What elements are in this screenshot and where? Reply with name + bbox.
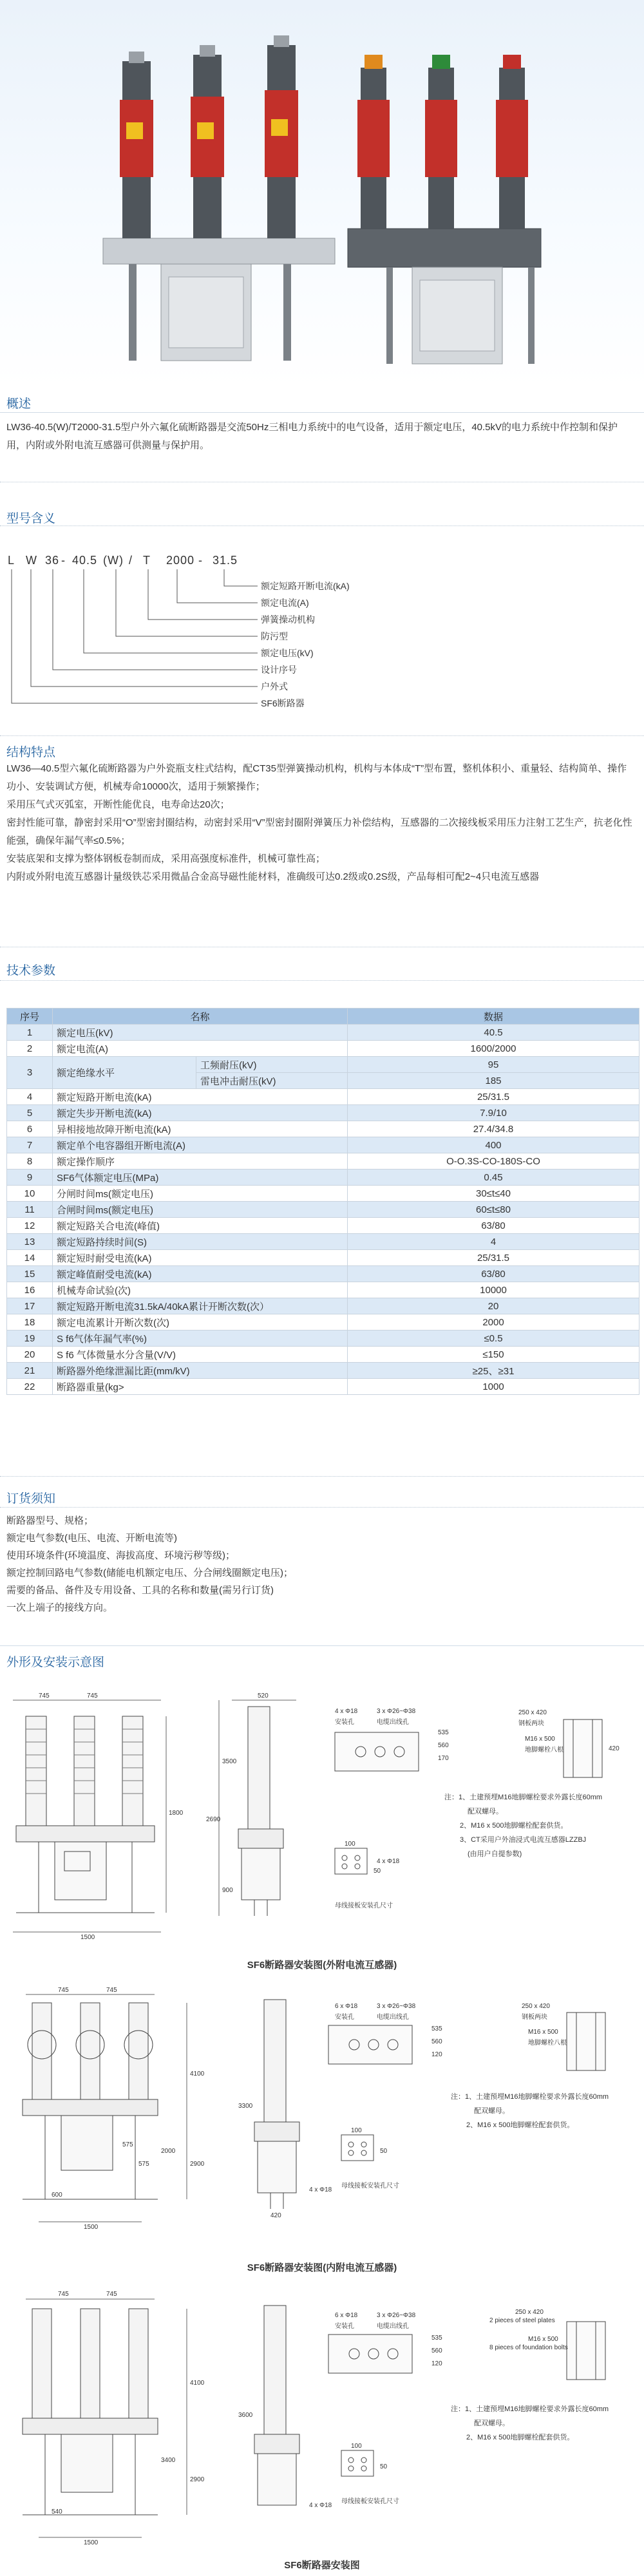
dim: 1500 <box>84 2539 99 2546</box>
spec-table <box>6 1008 639 1395</box>
dim: 2900 <box>190 2476 205 2483</box>
spec-value: 7.9/10 <box>348 1105 639 1121</box>
code-W: W <box>26 554 37 567</box>
label: 母线接板安装孔尺寸 <box>341 2498 399 2505</box>
spec-no: 15 <box>7 1266 53 1282</box>
label: 4 x Φ18 <box>335 1708 358 1715</box>
spec-name: 额定电流(A) <box>53 1041 348 1057</box>
dim: 1800 <box>169 1810 184 1817</box>
features-text <box>6 760 634 886</box>
spec-no: 3 <box>7 1057 53 1089</box>
model-label: 额定电流(A) <box>261 598 309 608</box>
label: 250 x 420 <box>515 2309 544 2316</box>
product-photo <box>0 0 644 386</box>
spec-no: 19 <box>7 1331 53 1347</box>
spec-value: 25/31.5 <box>348 1089 639 1105</box>
spec-row <box>7 1363 639 1379</box>
spec-value: 0.45 <box>348 1170 639 1186</box>
dim: 745 <box>106 2291 117 2298</box>
spec-value: ≥25、≥31 <box>348 1363 639 1379</box>
label: 50 <box>374 1868 381 1875</box>
drawing-1-caption: SF6断路器安装图(外附电流互感器) <box>247 1960 397 1971</box>
dim: 1500 <box>80 1934 95 1941</box>
spec-row <box>7 1170 639 1186</box>
spec-name: 额定电压(kV) <box>53 1025 348 1041</box>
spec-name: 额定失步开断电流(kA) <box>53 1105 348 1121</box>
dim: 3300 <box>238 2103 253 2110</box>
label: 6 x Φ18 <box>335 2003 358 2010</box>
dim: 4100 <box>190 2380 205 2387</box>
section-divider <box>0 1645 644 1646</box>
dim: 900 <box>222 1887 233 1894</box>
spec-no: 4 <box>7 1089 53 1105</box>
breaker-illustration <box>0 0 644 386</box>
code-slash: / <box>129 554 133 567</box>
spec-no: 21 <box>7 1363 53 1379</box>
spec-row <box>7 1250 639 1266</box>
spec-no: 6 <box>7 1121 53 1137</box>
spec-name: 额定单个电容器组开断电流(A) <box>53 1137 348 1153</box>
spec-no: 10 <box>7 1186 53 1202</box>
label: 安装孔 <box>335 2323 354 2330</box>
section-divider <box>0 412 644 413</box>
label: 3 x Φ26~Φ38 <box>377 2312 416 2319</box>
label: 安装孔 <box>335 2014 354 2021</box>
dim: 420 <box>270 2212 281 2219</box>
dim: 3600 <box>238 2412 253 2419</box>
spec-row <box>7 1041 639 1057</box>
drawing-notes <box>451 2090 609 2132</box>
spec-name: S f6 气体微量水分含量(V/V) <box>53 1347 348 1363</box>
code-dash: - <box>61 554 66 567</box>
label: 2 pieces of steel plates <box>489 2317 555 2324</box>
label: 电缆出线孔 <box>377 2323 409 2330</box>
code-31-5: 31.5 <box>213 554 238 567</box>
drawings-title: 外形及安装示意图 <box>6 1656 105 1669</box>
model-label: 弹簧操动机构 <box>261 614 315 625</box>
label: 3 x Φ26~Φ38 <box>377 2003 416 2010</box>
dim: 575 <box>138 2161 149 2168</box>
label: 120 <box>431 2051 442 2058</box>
overview-text: LW36-40.5(W)/T2000-31.5型户外六氟化硫断路器是交流50Hz三相电力系统中的电气设备，适用于额定电压，40.5kV的电力系统中作控制和保护用，内附或外附电流互感器可供测量与保护用。 <box>6 422 618 451</box>
ordering-line: 需要的备品、备件及专用设备、工具的名称和数量(需另行订货) <box>6 1585 274 1596</box>
label: 535 <box>431 2025 442 2032</box>
spec-value: ≤0.5 <box>348 1331 639 1347</box>
section-divider <box>0 980 644 981</box>
dim: 745 <box>87 1692 98 1700</box>
drawing-internal-ct <box>0 1987 644 2257</box>
overview-title: 概述 <box>6 397 32 411</box>
dim: 2900 <box>190 2161 205 2168</box>
spec-body <box>7 1025 639 1395</box>
code-36: 36 <box>45 554 60 567</box>
note-line: 2、M16 x 500地脚螺栓配套供货。 <box>466 2121 574 2129</box>
label: 120 <box>431 2360 442 2367</box>
dim: 4100 <box>190 2070 205 2078</box>
spec-name: 额定短路持续时间(S) <box>53 1234 348 1250</box>
spec-no: 5 <box>7 1105 53 1121</box>
spec-row <box>7 1025 639 1041</box>
spec-no: 17 <box>7 1298 53 1314</box>
spec-row <box>7 1089 639 1105</box>
spec-row <box>7 1218 639 1234</box>
label: 地脚螺栓八根 <box>528 2040 567 2047</box>
spec-subname: 雷电冲击耐压(kV) <box>196 1073 348 1089</box>
label: 电缆出线孔 <box>377 2014 409 2021</box>
model-label: 防污型 <box>261 631 288 641</box>
spec-row <box>7 1121 639 1137</box>
header-name: 名称 <box>53 1009 348 1025</box>
spec-header-row <box>7 1009 639 1025</box>
spec-no: 16 <box>7 1282 53 1298</box>
label: 100 <box>351 2127 362 2134</box>
note-line: 3、CT采用户外油浸式电流互感器LZZBJ <box>460 1836 587 1844</box>
spec-value: 27.4/34.8 <box>348 1121 639 1137</box>
spec-name: 额定短路关合电流(峰值) <box>53 1218 348 1234</box>
label: 535 <box>431 2334 442 2342</box>
spec-name: 额定短时耐受电流(kA) <box>53 1250 348 1266</box>
note-line: 注：1、土建预埋M16地脚螺栓要求外露长度60mm <box>451 2405 609 2413</box>
section-divider <box>0 735 644 736</box>
spec-no: 13 <box>7 1234 53 1250</box>
code-2000: 2000 <box>166 554 195 567</box>
spec-value: 2000 <box>348 1314 639 1331</box>
code-40-5: 40.5 <box>72 554 98 567</box>
spec-row <box>7 1202 639 1218</box>
ordering-text <box>6 1512 634 1616</box>
spec-name: 额定操作顺序 <box>53 1153 348 1170</box>
label: 母线接板安装孔尺寸 <box>341 2183 399 2190</box>
spec-value: 10000 <box>348 1282 639 1298</box>
drawing-3-caption: SF6断路器安装图 <box>284 2560 360 2571</box>
label: 50 <box>380 2148 388 2155</box>
spec-name: 额定电流累计开断次数(次) <box>53 1314 348 1331</box>
ordering-line: 额定电气参数(电压、电流、开断电流等) <box>6 1533 177 1544</box>
feature-line: 安装底架和支撑为整体钢板卷制而成，采用高强度标准件，机械可靠性高； <box>6 853 326 864</box>
label: 50 <box>380 2463 388 2470</box>
dim: 520 <box>258 1692 269 1700</box>
label: M16 x 500 <box>528 2029 558 2036</box>
label: 535 <box>438 1729 449 1736</box>
code-T: T <box>143 554 151 567</box>
code-w-pollution: (W) <box>103 554 124 567</box>
label: 100 <box>351 2443 362 2450</box>
spec-value: 60≤t≤80 <box>348 1202 639 1218</box>
drawing-notes <box>444 1790 602 1861</box>
note-line: 2、M16 x 500地脚螺栓配套供货。 <box>466 2434 574 2441</box>
drawing-notes <box>451 2402 609 2445</box>
spec-name: 额定短路开断电流(kA) <box>53 1089 348 1105</box>
label: 8 pieces of foundation bolts <box>489 2344 568 2351</box>
dim: 2000 <box>161 2148 176 2155</box>
label: 钢板两块 <box>522 2014 547 2021</box>
spec-value: O-O.3S-CO-180S-CO <box>348 1153 639 1170</box>
spec-no: 18 <box>7 1314 53 1331</box>
ordering-line: 一次上端子的接线方向。 <box>6 1602 113 1613</box>
spec-no: 14 <box>7 1250 53 1266</box>
spec-row <box>7 1137 639 1153</box>
model-code-diagram <box>0 554 644 741</box>
spec-value: 25/31.5 <box>348 1250 639 1266</box>
spec-no: 11 <box>7 1202 53 1218</box>
spec-name: 机械寿命试验(次) <box>53 1282 348 1298</box>
dim: 1500 <box>84 2224 99 2231</box>
spec-value: 1600/2000 <box>348 1041 639 1057</box>
spec-value: 4 <box>348 1234 639 1250</box>
spec-name: 额定短路开断电流31.5kA/40kA累计开断次数(次） <box>53 1298 348 1314</box>
spec-row <box>7 1105 639 1121</box>
label: 4 x Φ18 <box>309 2502 332 2509</box>
specs-title: 技术参数 <box>6 964 56 978</box>
note-line: 配双螺母。 <box>474 2107 509 2115</box>
ordering-line: 使用环境条件(环境温度、海拔高度、环境污秽等级)； <box>6 1550 235 1561</box>
model-label: 额定电压(kV) <box>261 648 314 658</box>
spec-value: 63/80 <box>348 1266 639 1282</box>
label: 100 <box>345 1841 355 1848</box>
spec-row <box>7 1186 639 1202</box>
spec-value: 1000 <box>348 1379 639 1395</box>
spec-value: ≤150 <box>348 1347 639 1363</box>
label: 母线接板安装孔尺寸 <box>335 1902 393 1909</box>
label: 170 <box>438 1755 449 1762</box>
note-line: 配双螺母。 <box>474 2420 509 2427</box>
spec-name: S f6气体年漏气率(%) <box>53 1331 348 1347</box>
spec-row <box>7 1314 639 1331</box>
label: 560 <box>438 1742 449 1749</box>
label: M16 x 500 <box>528 2336 558 2343</box>
dim: 3500 <box>222 1758 237 1765</box>
spec-value: 63/80 <box>348 1218 639 1234</box>
spec-row <box>7 1282 639 1298</box>
drawing-external-ct <box>0 1694 644 1951</box>
spec-value: 40.5 <box>348 1025 639 1041</box>
dim: 745 <box>58 2291 69 2298</box>
spec-name: 额定峰值耐受电流(kA) <box>53 1266 348 1282</box>
spec-row <box>7 1057 639 1073</box>
spec-name: 断路器重量(kg> <box>53 1379 348 1395</box>
label: 250 x 420 <box>518 1709 547 1716</box>
spec-no: 8 <box>7 1153 53 1170</box>
dim: 745 <box>106 1987 117 1994</box>
feature-line: 采用压气式灭弧室，开断性能优良，电寿命达20次； <box>6 799 230 810</box>
label: M16 x 500 <box>525 1736 555 1743</box>
code-L: L <box>8 554 15 567</box>
left-breaker <box>103 35 335 361</box>
spec-row <box>7 1347 639 1363</box>
label: 560 <box>431 2347 442 2354</box>
header-no: 序号 <box>7 1009 53 1025</box>
spec-no: 9 <box>7 1170 53 1186</box>
note-line: 配双螺母。 <box>468 1808 503 1815</box>
spec-value: 185 <box>348 1073 639 1089</box>
note-line: 2、M16 x 500地脚螺栓配套供货。 <box>460 1822 568 1830</box>
ordering-line: 断路器型号、规格； <box>6 1515 94 1526</box>
label: 电缆出线孔 <box>377 1719 409 1726</box>
label: 560 <box>431 2038 442 2045</box>
spec-name: 合闸时间ms(额定电压) <box>53 1202 348 1218</box>
spec-value: 20 <box>348 1298 639 1314</box>
label: 地脚螺栓八根 <box>525 1747 564 1754</box>
model-label: SF6断路器 <box>261 698 305 708</box>
spec-name: 断路器外绝缘泄漏比距(mm/kV) <box>53 1363 348 1379</box>
spec-row <box>7 1331 639 1347</box>
label: 钢板两块 <box>518 1720 544 1727</box>
model-label: 设计序号 <box>261 665 297 675</box>
label: 6 x Φ18 <box>335 2312 358 2319</box>
spec-row <box>7 1153 639 1170</box>
code-dash2: - <box>198 554 203 567</box>
features-title: 结构特点 <box>6 746 56 759</box>
note-line: (由用户自提参数) <box>468 1850 522 1858</box>
spec-no: 1 <box>7 1025 53 1041</box>
dim: 600 <box>52 2192 62 2199</box>
feature-line: LW36—40.5型六氟化硫断路器为户外瓷瓶支柱式结构，配CT35型弹簧操动机构，机构与本体成“T”型布置，整机体积小、重量轻、结构简单、操作功小、安装调试方便，机械寿命10000次，适用于频繁操作； <box>6 763 627 792</box>
label: 3 x Φ26~Φ38 <box>377 1708 416 1715</box>
spec-value: 400 <box>348 1137 639 1153</box>
model-label: 户外式 <box>261 681 288 692</box>
dim: 540 <box>52 2508 62 2515</box>
spec-name: 分闸时间ms(额定电压) <box>53 1186 348 1202</box>
section-divider <box>0 1507 644 1508</box>
ordering-line: 额定控制回路电气参数(储能电机额定电压、分合闸线圈额定电压)； <box>6 1567 293 1578</box>
model-label: 额定短路开断电流(kA) <box>261 581 350 591</box>
ordering-title: 订货须知 <box>6 1492 56 1506</box>
drawing-2-caption: SF6断路器安装图(内附电流互感器) <box>247 2262 397 2273</box>
spec-no: 22 <box>7 1379 53 1395</box>
dim: 745 <box>58 1987 69 1994</box>
feature-line: 密封性能可靠，静密封采用“O”型密封圈结构，动密封采用“V”型密封圈附弹簧压力补偿结构，互感器的二次接线板采用压力注射工艺生产，抗老化性能强，确保年漏气率≤0.5%； <box>6 817 632 846</box>
right-breaker <box>348 55 541 364</box>
model-title: 型号含义 <box>6 512 56 526</box>
label: 420 <box>609 1745 620 1752</box>
spec-no: 12 <box>7 1218 53 1234</box>
dim: 745 <box>39 1692 50 1700</box>
spec-value: 30≤t≤40 <box>348 1186 639 1202</box>
spec-row <box>7 1234 639 1250</box>
spec-row <box>7 1379 639 1395</box>
spec-no: 7 <box>7 1137 53 1153</box>
spec-name: SF6气体额定电压(MPa) <box>53 1170 348 1186</box>
label: 4 x Φ18 <box>309 2186 332 2193</box>
header-value: 数据 <box>348 1009 639 1025</box>
spec-no: 2 <box>7 1041 53 1057</box>
dim: 2690 <box>206 1816 221 1823</box>
feature-line: 内附或外附电流互感器计量级铁芯采用微晶合金高导磁性能材料，准确级可达0.2级或0.2S级，产品每相可配2~4只电流互感器 <box>6 871 540 882</box>
dim: 575 <box>122 2141 133 2148</box>
spec-subname: 工频耐压(kV) <box>196 1057 348 1073</box>
spec-row <box>7 1266 639 1282</box>
spec-no: 20 <box>7 1347 53 1363</box>
dim: 3400 <box>161 2457 176 2464</box>
spec-value: 95 <box>348 1057 639 1073</box>
spec-name: 额定绝缘水平 <box>53 1057 196 1089</box>
note-line: 注：1、土建预埋M16地脚螺栓要求外露长度60mm <box>451 2093 609 2101</box>
section-divider <box>0 1476 644 1477</box>
drawing-standard <box>0 2289 644 2557</box>
spec-name: 异相接地故障开断电流(kA) <box>53 1121 348 1137</box>
label: 250 x 420 <box>522 2003 550 2010</box>
label: 4 x Φ18 <box>377 1858 400 1865</box>
spec-row <box>7 1298 639 1314</box>
label: 安装孔 <box>335 1719 354 1726</box>
note-line: 注：1、土建预埋M16地脚螺栓要求外露长度60mm <box>444 1794 603 1801</box>
